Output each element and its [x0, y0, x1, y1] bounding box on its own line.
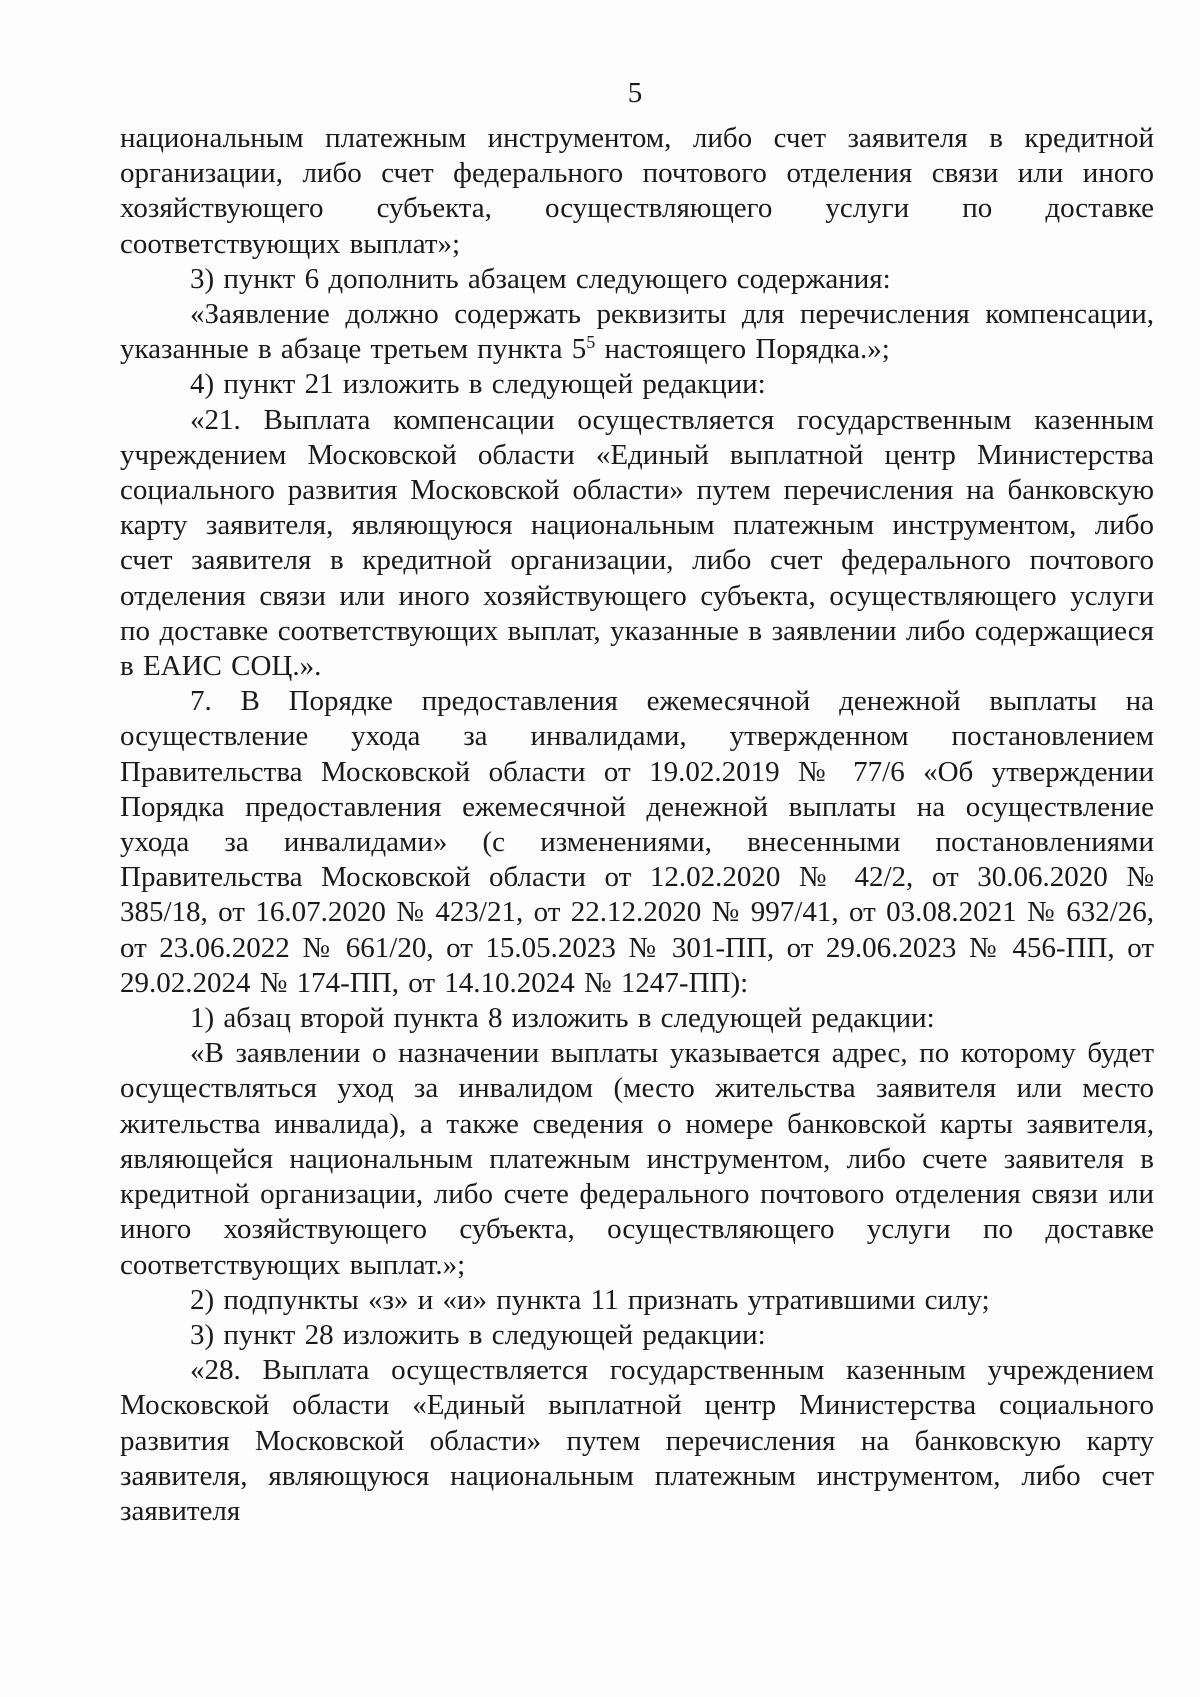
paragraph-quote-application-tail: настоящего Порядка.»;	[595, 333, 890, 366]
paragraph-quote-application-text: «Заявление должно содержать реквизиты для перечисления компенсации, указанные в абзаце третьем пункта 5	[120, 298, 1154, 366]
paragraph-item-3-point-28: 3) пункт 28 изложить в следующей редакции:	[190, 1318, 766, 1351]
paragraph-quote-point-21: «21. Выплата компенсации осуществляется государственным казенным учреждением Московской области «Единый выплатной центр Министерства социального развития Московской области» путем перечисления на банковскую карту заявителя, являющуюся национальным платежным инструментом, либо счет заявителя в кредитной организации, либо счет федерального почтового отделения связи или иного хозяйствующего субъекта, осуществляющего услуги по доставке соответствующих выплат, указанные в заявлении либо содержащиеся в ЕАИС СОЦ.».	[120, 403, 1154, 683]
paragraph-quote-point-8: «В заявлении о назначении выплаты указывается адрес, по которому будет осуществляться уход за инвалидом (место жительства заявителя или место жительства инвалида), а также сведения о номере банковской карты заявителя, являющейся национальным платежным инструментом, либо счете заявителя в кредитной организации, либо счете федерального почтового отделения связи или иного хозяйствующего субъекта, осуществляющего услуги по доставке соответствующих выплат.»;	[120, 1037, 1154, 1281]
paragraph-item-4-point-21: 4) пункт 21 изложить в следующей редакции:	[190, 368, 766, 401]
superscript: 5	[586, 332, 596, 353]
page-number: 5	[627, 77, 643, 109]
paragraph-quote-application	[120, 297, 1154, 367]
document-body	[120, 121, 1154, 1529]
paragraph-section-7: 7. В Порядке предоставления ежемесячной денежной выплаты на осуществление ухода за инвалидами, утвержденном постановлением Правительства Московской области от 19.02.2019 № 77/6 «Об утверждении Порядка предоставления ежемесячной денежной выплаты на осуществление ухода за инвалидами» (с изменениями, внесенными постановлениями Правительства Московской области от 12.02.2020 № 42/2, от 30.06.2020 № 385/18, от 16.07.2020 № 423/21, от 22.12.2020 № 997/41, от 03.08.2021 № 632/26, от 23.06.2022 № 661/20, от 15.05.2023 № 301-ПП, от 29.06.2023 № 456-ПП, от 29.02.2024 № 174-ПП, от 14.10.2024 № 1247-ПП):	[120, 685, 1154, 999]
paragraph-continuation: национальным платежным инструментом, либо счет заявителя в кредитной организации, либо счет федерального почтового отделения связи или иного хозяйствующего субъекта, осуществляющего услуги по доставке соответствующих выплат»;	[120, 122, 1154, 260]
paragraph-quote-point-28: «28. Выплата осуществляется государственным казенным учреждением Московской области «Единый выплатной центр Министерства социального развития Московской области» путем перечисления на банковскую карту заявителя, являющуюся национальным платежным инструментом, либо счет заявителя	[120, 1354, 1154, 1527]
paragraph-item-1-point-8: 1) абзац второй пункта 8 изложить в следующей редакции:	[190, 1002, 935, 1035]
paragraph-item-3-point-6: 3) пункт 6 дополнить абзацем следующего содержания:	[190, 262, 891, 295]
paragraph-item-2-point-11: 2) подпункты «з» и «и» пункта 11 признать утратившими силу;	[190, 1283, 990, 1316]
